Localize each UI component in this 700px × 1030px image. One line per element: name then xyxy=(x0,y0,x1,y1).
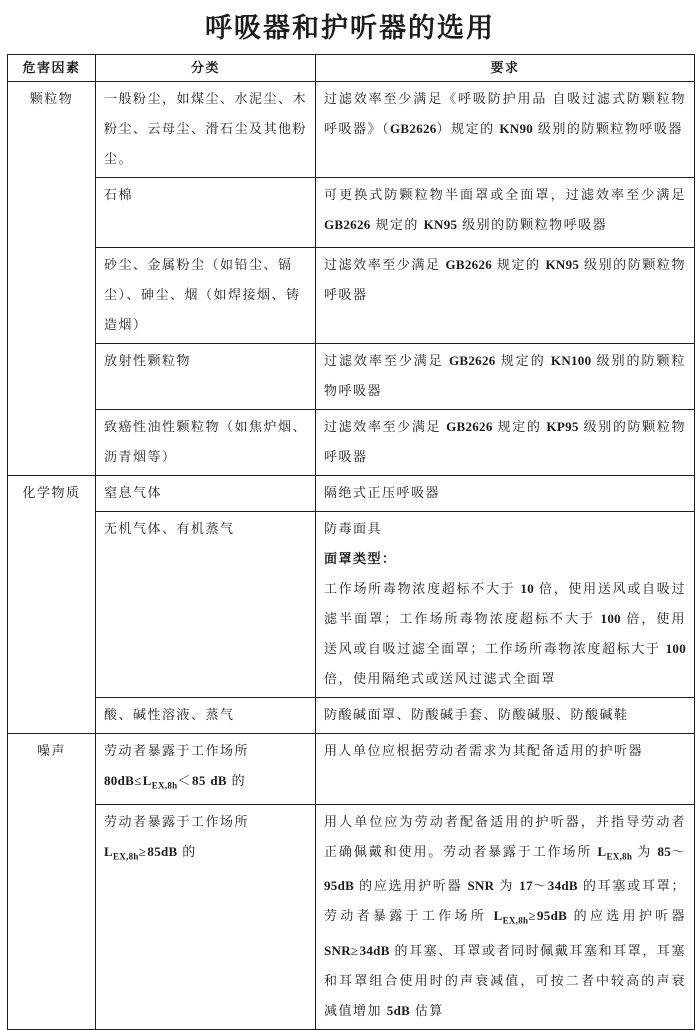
table-row xyxy=(8,82,695,178)
category-cell: 石棉 xyxy=(96,178,316,248)
table-row xyxy=(8,734,695,805)
hazard-group-particulates: 颗粒物 xyxy=(8,82,96,476)
category-line-1: 劳动者暴露于工作场所 xyxy=(104,743,250,758)
page-title: 呼吸器和护听器的选用 xyxy=(205,13,495,43)
category-line-2: $80dB\le L_{EX,8h}<85$ dB 的 xyxy=(104,773,247,791)
table-row xyxy=(8,248,695,344)
category-cell: 砂尘、金属粉尘（如铅尘、镉尘）、砷尘、烟（如焊接烟、铸造烟） xyxy=(96,248,316,344)
requirement-cell: 隔绝式正压呼吸器 xyxy=(324,485,441,500)
requirement-cell: 过滤效率至少满足 GB2626 规定的 KP95 级别的防颗粒物呼吸器 xyxy=(324,419,686,464)
requirement-heading: 面罩类型： xyxy=(324,551,397,566)
table-row xyxy=(8,178,695,248)
table-row xyxy=(8,344,695,410)
category-cell: 窒息气体 xyxy=(96,476,316,512)
requirement-cell: 可更换式防颗粒物半面罩或全面罩，过滤效率至少满足 GB2626 规定的 KN95 级别的防颗粒物呼吸器 xyxy=(324,187,686,232)
category-line-1: 劳动者暴露于工作场所 xyxy=(104,813,250,829)
header-hazard-factor: 危害因素 xyxy=(8,55,96,82)
category-cell: 放射性颗粒物 xyxy=(96,344,316,410)
hazard-group-noise: 噪声 xyxy=(8,734,96,1030)
table-row xyxy=(8,804,695,1029)
requirement-cell: 用人单位应为劳动者配备适用的护听器，并指导劳动者正确佩戴和使用。劳动者暴露于工作场所 $L_{EX,8h}$ 为 85～95dB 的应选用护听器 SNR 为 17～34dB 的耳塞或耳罩；劳动者暴露于工作场所 $L_{EX,8h}\ge 95dB$ 的应选用护听器 SNR≥34dB 的耳塞、耳罩或者同时佩戴耳塞和耳罩，耳塞和耳罩组合使用时的声衰减值，可按二者中较高的声衰减值增加 5dB 估算 xyxy=(324,813,686,1018)
selection-table xyxy=(7,54,695,1030)
requirement-body: 工作场所毒物浓度超标不大于 10 倍，使用送风或自吸过滤半面罩；工作场所毒物浓度超标不大于 100 倍，使用送风或自吸过滤全面罩；工作场所毒物浓度超标大于 100 倍，使用隔绝式或送风过滤式全面罩 xyxy=(324,581,686,686)
hazard-group-chemicals: 化学物质 xyxy=(8,476,96,734)
header-category: 分类 xyxy=(96,55,316,82)
category-cell: 一般粉尘，如煤尘、水泥尘、木粉尘、云母尘、滑石尘及其他粉尘。 xyxy=(96,82,316,178)
category-cell: 酸、碱性溶液、蒸气 xyxy=(96,698,316,734)
header-row xyxy=(8,55,695,82)
table-row xyxy=(8,512,695,698)
category-cell: 无机气体、有机蒸气 xyxy=(96,512,316,698)
category-line-2: $L_{EX,8h}\ge 85dB$ 的 xyxy=(104,843,197,862)
table-row xyxy=(8,698,695,734)
requirement-cell: 防酸碱面罩、防酸碱手套、防酸碱服、防酸碱鞋 xyxy=(324,707,629,722)
requirement-cell: 过滤效率至少满足《呼吸防护用品 自吸过滤式防颗粒物呼吸器》（GB2626）规定的 KN90 级别的防颗粒物呼吸器 xyxy=(324,91,686,136)
category-cell: 致癌性油性颗粒物（如焦炉烟、沥青烟等） xyxy=(96,410,316,476)
table-row xyxy=(8,410,695,476)
requirement-intro: 防毒面具 xyxy=(324,521,383,536)
table-row xyxy=(8,476,695,512)
header-requirement: 要求 xyxy=(316,55,695,82)
requirement-cell: 用人单位应根据劳动者需求为其配备适用的护听器 xyxy=(324,743,644,758)
requirement-cell: 过滤效率至少满足 GB2626 规定的 KN100 级别的防颗粒物呼吸器 xyxy=(324,353,686,398)
requirement-cell: 过滤效率至少满足 GB2626 规定的 KN95 级别的防颗粒物呼吸器 xyxy=(324,257,686,302)
